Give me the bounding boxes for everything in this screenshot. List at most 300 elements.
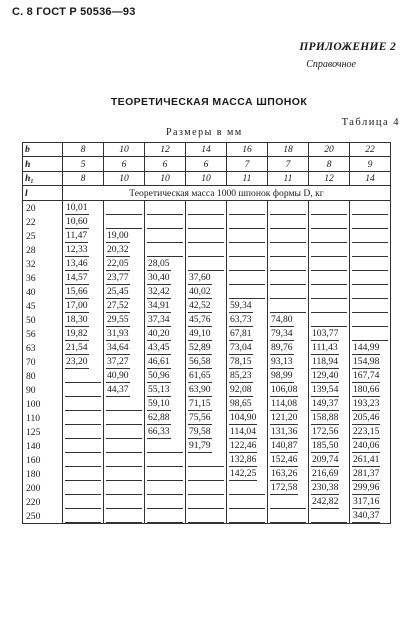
mass-value: 140,87 [271,440,298,452]
mass-value: 40,02 [189,286,211,298]
mass-cell [227,327,268,341]
mass-cell [227,299,268,313]
mass-cell [104,257,145,271]
mass-cell [350,341,391,355]
mass-value: 242,82 [312,496,339,508]
mass-value: 61,65 [189,370,211,382]
table-row [23,299,391,313]
appendix-subtitle: Справочное [306,59,356,70]
mass-cell [63,215,104,229]
mass-cell [350,299,391,313]
header-row [23,143,391,157]
mass-cell [227,229,268,243]
mass-value: 14,57 [66,272,88,284]
header-row [23,171,391,185]
mass-value: 40,90 [107,370,129,382]
mass-value: 42,52 [189,300,211,312]
mass-cell [63,313,104,327]
mass-value [352,314,388,327]
mass-cell [309,369,350,383]
mass-value [229,244,265,257]
mass-cell [63,439,104,453]
mass-value: 158,88 [312,412,339,424]
mass-value [352,216,388,229]
header-cell: 8 [63,143,104,157]
row-length: 63 [23,341,63,355]
mass-value [65,412,101,425]
mass-cell [309,383,350,397]
table-number: Таблица 4 [341,117,400,128]
mass-cell [268,327,309,341]
mass-cell [268,383,309,397]
mass-cell [104,271,145,285]
mass-cell [350,411,391,425]
page-header: С. 8 ГОСТ Р 50536—93 [12,6,136,18]
mass-value: 27,52 [107,300,129,312]
mass-cell [63,481,104,495]
mass-value: 59,34 [230,300,252,312]
table-row [23,327,391,341]
mass-cell [186,201,227,216]
row-length: 90 [23,383,63,397]
mass-cell [350,495,391,509]
mass-cell [309,341,350,355]
mass-cell [186,341,227,355]
mass-value [270,202,306,215]
mass-value: 149,37 [312,398,339,410]
mass-cell [227,425,268,439]
mass-cell [227,397,268,411]
header-cell: 6 [186,157,227,171]
length-caption-row [23,186,391,201]
mass-value [352,230,388,243]
header-cell: 22 [350,143,391,157]
mass-cell [268,243,309,257]
mass-value: 23,20 [66,356,88,368]
mass-cell [268,229,309,243]
mass-value: 129,40 [312,370,339,382]
mass-value [229,202,265,215]
mass-cell [350,439,391,453]
mass-cell [350,285,391,299]
mass-value: 11,47 [66,230,88,242]
mass-value: 52,89 [189,342,211,354]
mass-cell [104,355,145,369]
mass-value [65,510,101,523]
mass-value: 79,58 [189,426,211,438]
table-row [23,369,391,383]
mass-value [188,496,224,509]
mass-cell [186,299,227,313]
mass-value: 15,66 [66,286,88,298]
mass-value: 111,43 [312,342,338,354]
table-row [23,397,391,411]
mass-cell [63,299,104,313]
table-row [23,285,391,299]
mass-value [147,244,183,257]
mass-cell [63,467,104,481]
mass-cell [268,425,309,439]
mass-cell [268,341,309,355]
mass-cell [350,383,391,397]
mass-cell [145,495,186,509]
header-cell: 14 [350,171,391,185]
mass-value: 163,26 [271,468,298,480]
mass-value [65,398,101,411]
mass-cell [104,467,145,481]
mass-value [311,244,347,257]
mass-value: 63,90 [189,384,211,396]
header-cell: 6 [145,157,186,171]
appendix-title: ПРИЛОЖЕНИЕ 2 [299,41,396,53]
mass-cell [350,215,391,229]
mass-cell [268,369,309,383]
dimensions-label: Размеры в мм [166,127,243,138]
mass-value: 79,34 [271,328,293,340]
mass-value [188,454,224,467]
row-length: 22 [23,215,63,229]
mass-value: 55,13 [148,384,170,396]
table-row [23,243,391,257]
mass-value: 103,77 [312,328,339,340]
mass-value [65,482,101,495]
mass-cell [145,383,186,397]
mass-value [188,510,224,523]
mass-cell [104,425,145,439]
mass-value [106,398,142,411]
mass-cell [186,313,227,327]
mass-table-body [23,143,391,524]
mass-value: 139,54 [312,384,339,396]
mass-value: 85,23 [230,370,252,382]
mass-value: 131,36 [271,426,298,438]
mass-value: 118,94 [312,356,339,368]
mass-value [352,202,388,215]
mass-cell [186,229,227,243]
mass-value: 12,33 [66,244,88,256]
mass-cell [186,243,227,257]
mass-cell [350,453,391,467]
mass-cell [104,341,145,355]
mass-cell [186,355,227,369]
mass-value: 114,08 [271,398,298,410]
mass-cell [227,285,268,299]
mass-cell [186,425,227,439]
mass-cell [63,383,104,397]
mass-cell [104,285,145,299]
mass-value [106,202,142,215]
mass-cell [268,509,309,524]
header-cell: 8 [309,157,350,171]
row-length: 36 [23,271,63,285]
mass-value [106,510,142,523]
header-cell: 7 [268,157,309,171]
mass-value: 340,37 [353,510,380,522]
mass-cell [309,313,350,327]
mass-cell [309,299,350,313]
header-cell: 10 [186,171,227,185]
mass-cell [104,313,145,327]
mass-cell [63,369,104,383]
mass-value: 18,30 [66,314,88,326]
mass-cell [268,439,309,453]
mass-cell [145,257,186,271]
mass-value [65,496,101,509]
mass-cell [63,495,104,509]
mass-cell [145,271,186,285]
header-cell: 12 [145,143,186,157]
mass-cell [309,201,350,216]
mass-cell [350,257,391,271]
mass-value [188,468,224,481]
row-length: 140 [23,439,63,453]
mass-value [311,286,347,299]
mass-value [229,258,265,271]
mass-cell [350,509,391,524]
mass-value [147,230,183,243]
header-row [23,157,391,171]
mass-cell [63,271,104,285]
mass-value: 19,00 [107,230,129,242]
mass-value: 122,46 [230,440,257,452]
mass-cell [104,453,145,467]
mass-value: 10,60 [66,216,88,228]
mass-value [311,272,347,285]
mass-cell [309,285,350,299]
mass-value: 114,04 [230,426,257,438]
mass-value [270,258,306,271]
mass-cell [186,495,227,509]
row-length: 40 [23,285,63,299]
mass-cell [145,215,186,229]
mass-cell [309,411,350,425]
mass-cell [309,327,350,341]
mass-cell [309,271,350,285]
table-row [23,467,391,481]
row-length: 220 [23,495,63,509]
row-length: 180 [23,467,63,481]
mass-cell [227,369,268,383]
mass-cell [145,285,186,299]
document-title: ТЕОРЕТИЧЕСКАЯ МАССА ШПОНОК [110,96,308,108]
table-row [23,495,391,509]
mass-cell [63,509,104,524]
mass-value [147,496,183,509]
header-row-label: h₁ [23,171,63,185]
row-length: 56 [23,327,63,341]
mass-cell [309,509,350,524]
mass-cell [268,355,309,369]
mass-value [229,230,265,243]
row-length: 32 [23,257,63,271]
mass-value: 240,06 [353,440,380,452]
mass-cell [227,411,268,425]
mass-cell [309,243,350,257]
mass-cell [227,481,268,495]
mass-cell [350,271,391,285]
mass-cell [350,327,391,341]
mass-value: 91,79 [189,440,211,452]
mass-value: 154,98 [353,356,380,368]
mass-value: 93,13 [271,356,293,368]
row-length: 110 [23,411,63,425]
mass-value: 205,46 [353,412,380,424]
mass-value [270,244,306,257]
mass-value [188,216,224,229]
row-length: 250 [23,509,63,524]
mass-value [270,300,306,313]
mass-cell [268,481,309,495]
mass-value: 49,10 [189,328,211,340]
mass-value [147,202,183,215]
mass-value: 56,58 [189,356,211,368]
table-row [23,257,391,271]
mass-value [147,216,183,229]
mass-value: 167,74 [353,370,380,382]
mass-value: 172,56 [312,426,339,438]
table-row [23,453,391,467]
mass-cell [227,341,268,355]
mass-cell [309,467,350,481]
mass-value: 281,37 [353,468,380,480]
mass-value [65,468,101,481]
mass-value: 106,08 [271,384,298,396]
row-length: 45 [23,299,63,313]
mass-value [352,258,388,271]
mass-value: 317,16 [353,496,380,508]
mass-cell [227,215,268,229]
mass-value [65,454,101,467]
mass-value [270,216,306,229]
mass-cell [268,411,309,425]
mass-cell [309,453,350,467]
mass-value: 29,55 [107,314,129,326]
mass-value [352,286,388,299]
header-cell: 8 [63,171,104,185]
mass-value: 152,46 [271,454,298,466]
mass-value: 23,77 [107,272,129,284]
mass-cell [227,453,268,467]
header-cell: 7 [227,157,268,171]
mass-cell [186,383,227,397]
mass-value [311,230,347,243]
mass-value: 30,40 [148,272,170,284]
mass-cell [63,397,104,411]
mass-cell [186,271,227,285]
row-length: 125 [23,425,63,439]
mass-value [188,482,224,495]
mass-value: 46,61 [148,356,170,368]
mass-value: 209,74 [312,454,339,466]
mass-cell [186,327,227,341]
mass-cell [268,299,309,313]
mass-cell [350,243,391,257]
mass-value [65,440,101,453]
mass-value [229,496,265,509]
table-caption: Теоретическая масса 1000 шпонок формы D, кг [63,186,391,201]
mass-cell [104,229,145,243]
mass-cell [268,271,309,285]
mass-value: 37,27 [107,356,129,368]
mass-value [106,454,142,467]
mass-value: 172,58 [271,482,298,494]
mass-value: 75,56 [189,412,211,424]
mass-cell [145,369,186,383]
mass-value [270,272,306,285]
mass-cell [104,439,145,453]
mass-cell [145,425,186,439]
mass-cell [309,495,350,509]
mass-cell [350,481,391,495]
header-cell: 10 [104,171,145,185]
mass-value [270,286,306,299]
mass-value: 62,88 [148,412,170,424]
mass-cell [63,355,104,369]
mass-cell [145,201,186,216]
mass-value [188,230,224,243]
mass-value: 31,93 [107,328,129,340]
mass-cell [268,397,309,411]
table-row [23,509,391,524]
table-row [23,201,391,216]
mass-cell [145,467,186,481]
mass-cell [63,425,104,439]
mass-value: 17,00 [66,300,88,312]
mass-value [352,272,388,285]
mass-cell [186,257,227,271]
mass-cell [145,509,186,524]
mass-cell [63,327,104,341]
mass-cell [268,467,309,481]
mass-cell [227,257,268,271]
mass-value: 299,96 [353,482,380,494]
mass-cell [104,201,145,216]
row-length: 80 [23,369,63,383]
header-cell: 11 [268,171,309,185]
mass-cell [104,215,145,229]
mass-value [147,454,183,467]
mass-value [106,482,142,495]
mass-cell [104,383,145,397]
mass-value: 132,86 [230,454,257,466]
mass-cell [145,243,186,257]
mass-value [229,216,265,229]
mass-value: 34,91 [148,300,170,312]
mass-cell [145,299,186,313]
table-row [23,229,391,243]
mass-cell [63,201,104,216]
mass-value [147,482,183,495]
mass-value: 59,10 [148,398,170,410]
header-cell: 10 [145,171,186,185]
row-length: 20 [23,201,63,216]
mass-value: 144,99 [353,342,380,354]
table-row [23,425,391,439]
mass-value [106,412,142,425]
mass-value [147,440,183,453]
mass-cell [145,397,186,411]
mass-value: 50,96 [148,370,170,382]
row-length: 200 [23,481,63,495]
mass-cell [268,215,309,229]
table-row [23,355,391,369]
mass-value [352,244,388,257]
header-cell: 10 [104,143,145,157]
mass-value: 34,64 [107,342,129,354]
header-cell: 9 [350,157,391,171]
mass-value [106,440,142,453]
mass-cell [104,299,145,313]
